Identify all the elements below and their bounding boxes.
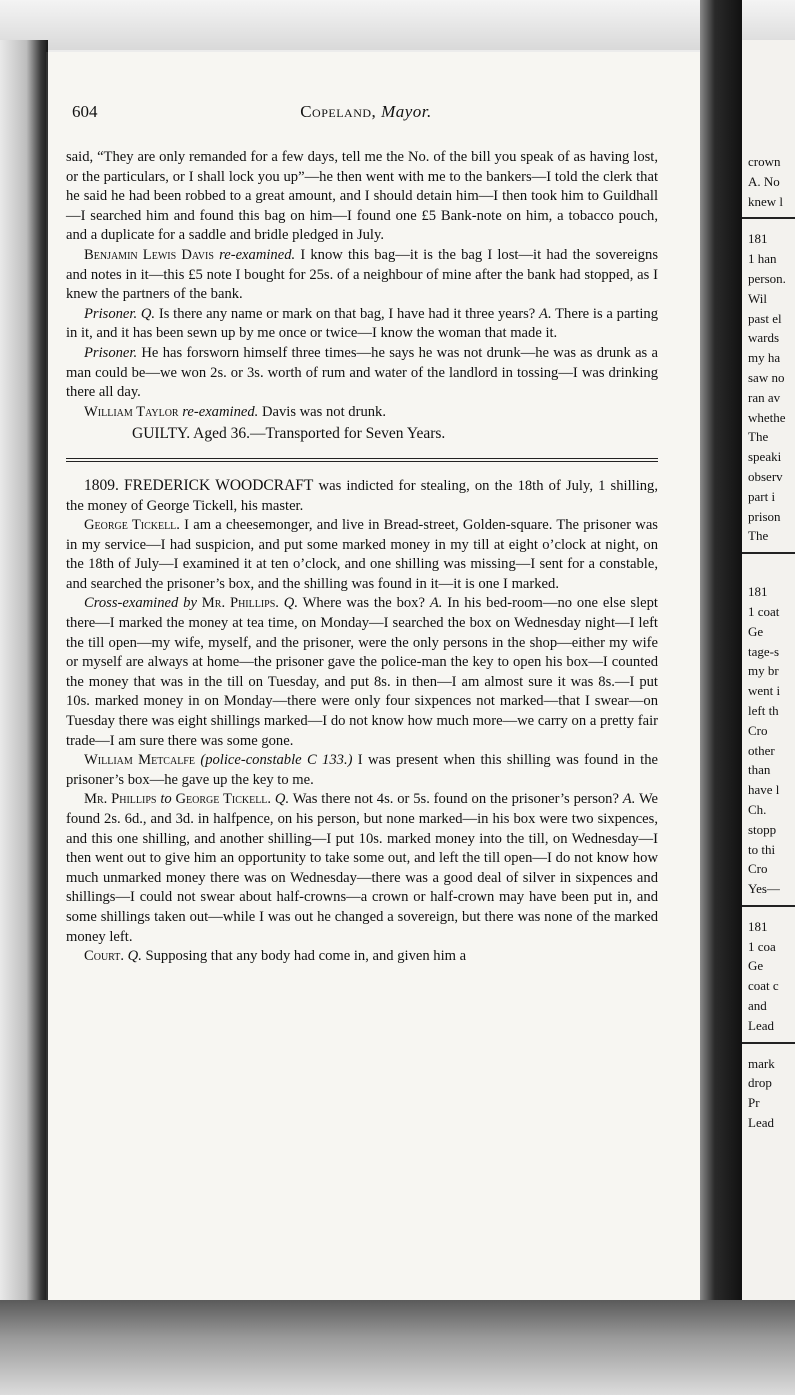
facing-line: Pr — [748, 1095, 760, 1111]
facing-line: Ge — [748, 623, 764, 639]
witness-name: William Taylor — [84, 403, 179, 420]
facing-line: and — [748, 998, 767, 1014]
facing-line: speaki — [748, 449, 782, 465]
facing-line: prison — [748, 508, 781, 524]
case-divider — [66, 458, 658, 462]
case1-taylor-reexamined — [66, 403, 658, 423]
speaker-label: Prisoner. — [84, 305, 138, 322]
indictment-text: was indicted for stealing, on the 18th of July, 1 shilling, the money of George Tickell, his master. — [66, 477, 658, 514]
witness-name: George Tickell. — [84, 517, 180, 534]
facing-page-fragment — [742, 40, 795, 1320]
case2-phillips-to-tickell — [66, 790, 658, 947]
facing-line: observ — [748, 468, 783, 484]
facing-line: whethe — [748, 409, 786, 425]
question-text: Where was the box? — [298, 595, 430, 612]
case1-continuation: said, “They are only remanded for a few days, tell me the No. of the bill you speak of as having lost, or the particulars, or I shall lock you up”—he then went with me to the bankers—I told the clerk that he said he had been robbed to a great amount, and I should detain him—I then took him to Guildhall—I searched him and found this bag on him—I found one £5 Bank-note on him, a tobacco pouch, and a duplicate for a saddle and bridle pledged in July. — [66, 149, 658, 244]
case2-court-question — [66, 947, 658, 967]
facing-line: Lead — [748, 1115, 774, 1131]
speaker-label: Prisoner. — [84, 344, 138, 361]
book-spine-left — [0, 40, 48, 1320]
facing-line: wards — [748, 330, 780, 346]
facing-line: tage-s — [748, 643, 780, 659]
case2-tickell-testimony — [66, 516, 658, 594]
testimony-text: I am a cheesemonger, and live in Bread-street, Golden-square. The prisoner was in my service—I had suspicion, and put some marked money in my till at eight o’clock at night, on the 18th of July—I examined it at ten o’clock, and one shilling was missing—I sent for a constable, and searched the prisoner’s box, and the shilling was found in it—it is one I marked. — [66, 517, 658, 592]
facing-line: saw no — [748, 369, 785, 385]
case1-prisoner-statement — [66, 344, 658, 403]
answer-text: In his bed-room—no one else slept there—I marked the money at tea time, on Monday—I searched the box on Wednesday night—I left the till open—my wife, myself, and the prisoner, were the only persons in the shop—either my wife or myself are always at home—the prisoner gave the police-man the key to open his box—I counted the money that was in the till on Tuesday, and put 8s. in then—I am almost sure it was 8s.—I put 10s. marked money in on Monday—there were only four sixpences not marked—that I swear—on Tuesday there was eight shillings marked—I do not know how much more—we carry on a pretty fair trade—I am sure there was some gone. — [66, 595, 658, 749]
witness-name: Benjamin Lewis Davis — [84, 246, 214, 263]
facing-line: crown — [748, 154, 781, 169]
facing-line: ran av — [748, 389, 781, 405]
speaker-label: Court. — [84, 948, 125, 965]
witness-name: William Metcalfe — [84, 752, 195, 769]
facing-line: 181 — [748, 918, 768, 934]
facing-line: knew l — [748, 193, 784, 209]
testimony-text: I was present when this shilling was found in the prisoner’s box—he gave up the key to me. — [66, 752, 659, 788]
facing-line: 181 — [748, 584, 768, 600]
facing-line: coat c — [748, 978, 779, 994]
scan-bottom-edge — [0, 1300, 795, 1395]
facing-line: Lead — [748, 1017, 774, 1033]
counsel-name: Mr. Phillips — [84, 791, 157, 808]
facing-line: Cro — [748, 861, 768, 877]
defendant-name: FREDERICK WOODCRAFT — [124, 476, 314, 494]
facing-line: my br — [748, 663, 779, 679]
case2-metcalfe-testimony — [66, 751, 658, 790]
facing-line: 1 coat — [748, 603, 780, 619]
witness-role: (police-constable C 133.) — [200, 752, 353, 769]
page-number: 604 — [72, 102, 98, 121]
running-title-name: Copeland, — [300, 102, 377, 121]
facing-line: Yes— — [748, 881, 780, 897]
question-marker: Q. — [127, 948, 142, 965]
testimony-text: Davis was not drunk. — [258, 403, 386, 420]
statement-text: He has forsworn himself three times—he says he was not drunk—he was as drunk as a man could be—we won 2s. or 3s. worth of rum and water of the landlord in tossing—I was drinking there all day. — [66, 344, 658, 401]
case1-davis-reexamined — [66, 246, 658, 305]
examination-label: re-examined. — [182, 403, 259, 420]
running-title-office: Mayor. — [381, 102, 432, 121]
scan-top-edge — [0, 0, 795, 50]
page-body — [66, 148, 658, 967]
case1-verdict: GUILTY. Aged 36.—Transported for Seven Years. — [132, 425, 446, 443]
question-marker: Q. — [140, 305, 156, 322]
facing-line: 181 — [748, 231, 768, 247]
case1-prisoner-question — [66, 305, 658, 344]
facing-line: my ha — [748, 350, 781, 366]
case2-cross-examination — [66, 594, 658, 751]
running-header — [72, 102, 660, 130]
facing-line: Cro — [748, 722, 768, 738]
question-text: Was there not 4s. or 5s. found on the prisoner’s person? — [289, 791, 623, 808]
facing-line: The — [748, 528, 769, 544]
answer-text: There is a parting in it, and it has been sewn up by me once or twice—I know the woman that made it. — [66, 305, 658, 342]
answer-marker: A. — [539, 305, 552, 322]
case-number: 1809. — [84, 476, 119, 494]
facing-line: past el — [748, 310, 782, 326]
testimony-text: I know this bag—it is the bag I lost—it had the sovereigns and notes in it—this £5 note I bought for 25s. of a neighbour of mine after the bank had stopped, as I knew the partners of the bank. — [66, 246, 659, 303]
facing-line: other — [748, 742, 775, 758]
facing-line: 1 coa — [748, 938, 776, 954]
facing-line: Ch. — [748, 801, 767, 817]
answer-text: We found 2s. 6d., and 3d. in halfpence, on his person, but none marked—in his box were two sixpences, and this one shilling, and another shilling—I put 10s. marked money into the till, on Wednesday—I then went out to give him an opportunity to take some out, and left the till open—I do not know how much unmarked money there was on Wednesday—there was a good deal of silver in sixpences and shillings—I could not swear about half-crowns—a crown or half-crown may have been put in, and some shillings taken out—while I was out he changed a sovereign, but there was none of the marked money left. — [66, 791, 659, 945]
facing-line: A. No — [748, 173, 780, 189]
examination-label: re-examined. — [219, 246, 296, 263]
answer-marker: A. — [429, 595, 443, 612]
facing-line: left th — [748, 702, 779, 718]
facing-line: Ge — [748, 958, 764, 974]
cross-examined-label: Cross-examined by — [84, 595, 197, 612]
answer-marker: A. — [622, 791, 636, 808]
question-marker: Q. — [274, 791, 290, 808]
facing-line: went i — [748, 683, 781, 699]
book-gutter — [700, 0, 742, 1300]
question-text: Supposing that any body had come in, and given him a — [141, 948, 467, 965]
facing-line: The — [748, 429, 769, 445]
witness-name: George Tickell. — [175, 791, 272, 808]
counsel-name: Mr. Phillips. — [201, 595, 279, 612]
facing-line: stopp — [748, 821, 777, 837]
facing-line: drop — [748, 1075, 772, 1091]
facing-line: part i — [748, 488, 776, 504]
facing-line: have l — [748, 782, 780, 798]
question-marker: Q. — [283, 595, 298, 612]
running-title — [72, 102, 660, 122]
facing-line: mark — [748, 1055, 775, 1071]
to-label: to — [160, 791, 172, 808]
facing-line: to thi — [748, 841, 776, 857]
question-text: Is there any name or mark on that bag, I have had it three years? — [155, 305, 540, 322]
facing-line: 1 han — [748, 251, 777, 267]
facing-line: person. — [748, 270, 786, 286]
facing-line: than — [748, 762, 771, 778]
facing-line: Wil — [748, 290, 767, 306]
case2-heading — [66, 476, 658, 516]
